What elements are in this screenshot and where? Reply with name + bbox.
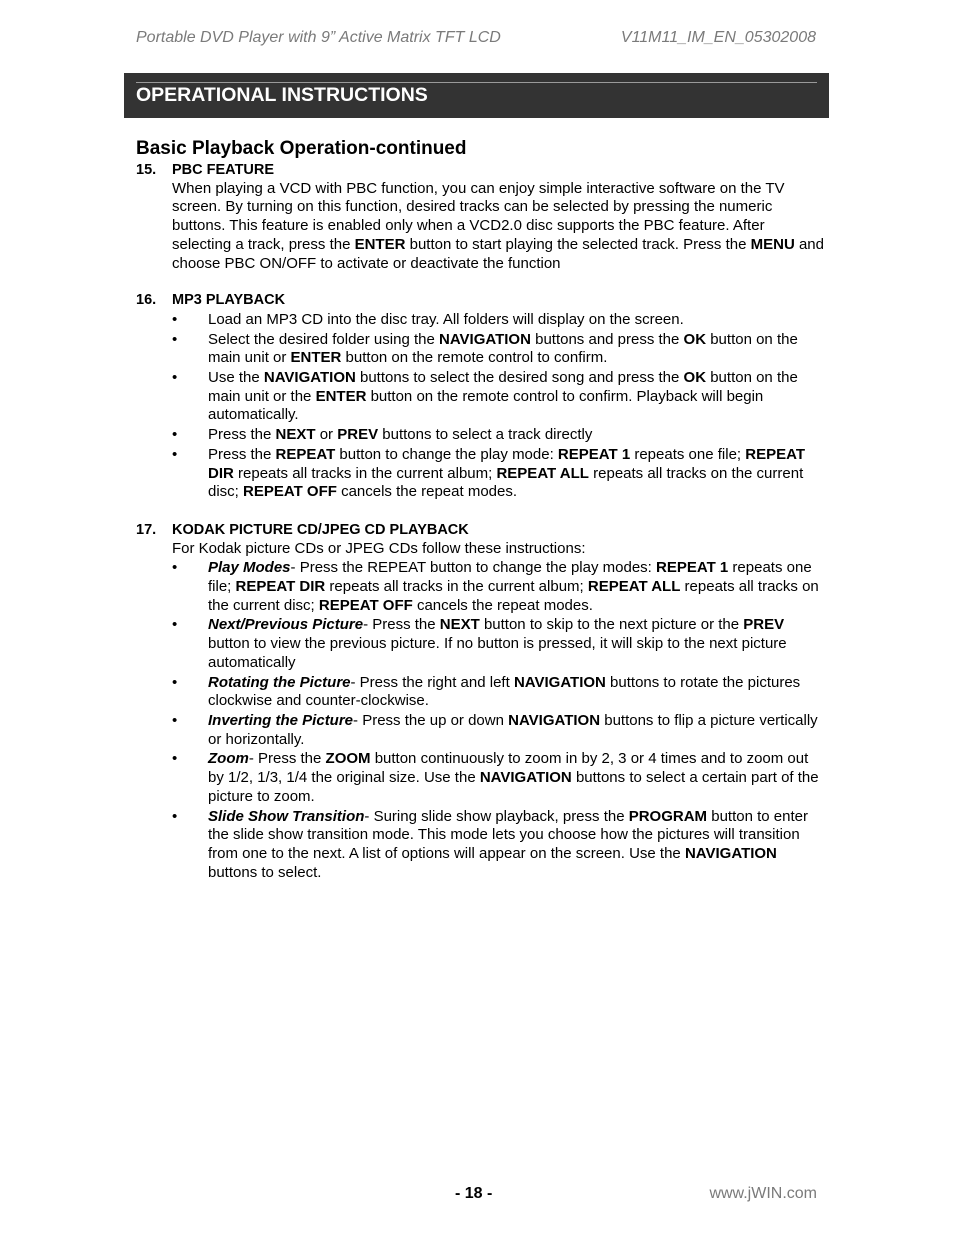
footer-website: www.jWIN.com — [709, 1185, 817, 1202]
body-text: button to change the play mode: — [335, 445, 558, 463]
emphasis-text: REPEAT DIR — [235, 578, 326, 596]
item-label: Zoom — [208, 750, 249, 768]
body-text: For Kodak picture CDs or JPEG CDs follow these instructions: — [172, 539, 586, 557]
body-text: Select the desired folder using the — [208, 330, 439, 348]
item-label: Next/Previous Picture — [208, 616, 364, 634]
body-text: button to view the previous picture. If no button is pressed, it will skip to the next picture automatically — [208, 635, 787, 671]
emphasis-text: REPEAT 1 — [557, 445, 631, 463]
body-text: repeats one file; — [630, 445, 746, 463]
bullet-icon: • — [172, 330, 178, 348]
emphasis-text: NEXT — [439, 616, 480, 634]
body-text: Load an MP3 CD into the disc tray. All folders will display on the screen. — [208, 310, 684, 328]
body-text: button on the main unit or the — [208, 369, 798, 405]
list-item — [136, 311, 826, 330]
emphasis-text: ENTER — [290, 349, 342, 367]
page-heading: Basic Playback Operation-continued — [136, 138, 467, 159]
emphasis-text: ENTER — [354, 235, 406, 253]
body-text: and choose PBC ON/OFF to activate or deactivate the function — [172, 235, 824, 272]
emphasis-text: PROGRAM — [628, 807, 708, 825]
page-content — [136, 137, 826, 883]
body-text: or — [315, 426, 338, 444]
body-text: Press the — [208, 445, 276, 463]
body-text: cancels the repeat modes. — [412, 596, 593, 614]
bullet-icon: • — [172, 807, 178, 825]
bullet-icon: • — [172, 310, 178, 328]
body-text: buttons to flip a picture vertically or horizontally. — [208, 711, 818, 748]
body-text: button on the main unit or — [208, 330, 798, 367]
list-item — [136, 446, 826, 502]
emphasis-text: NAVIGATION — [438, 330, 531, 348]
body-text: button on the remote control to confirm. Playback will begin automatically. — [208, 387, 764, 424]
list-item — [136, 426, 826, 445]
emphasis-text: NEXT — [275, 426, 316, 444]
body-text: buttons to rotate the pictures clockwise and counter-clockwise. — [208, 673, 801, 710]
banner-rule — [136, 82, 817, 83]
emphasis-text: OK — [683, 330, 707, 348]
item-label: Slide Show Transition — [208, 807, 365, 825]
body-text: buttons to select the desired song and press the — [355, 369, 684, 387]
list-item — [136, 808, 826, 883]
item-label: Rotating the Picture — [208, 673, 351, 691]
banner-title: OPERATIONAL INSTRUCTIONS — [136, 84, 428, 106]
emphasis-text: REPEAT — [275, 445, 336, 463]
running-header-docid: V11M11_IM_EN_05302008 — [620, 29, 816, 46]
section-spacer — [136, 503, 826, 521]
body-text: cancels the repeat modes. — [336, 483, 518, 501]
bullet-list — [136, 559, 826, 882]
section-number: 17. — [136, 521, 157, 538]
body-text: - Press the — [248, 750, 326, 768]
bullet-icon: • — [172, 559, 178, 577]
list-item — [136, 674, 826, 711]
section-number: 15. — [136, 162, 157, 178]
section-paragraph — [172, 180, 826, 274]
body-text: button to start playing the selected track. Press the — [405, 235, 751, 253]
body-text: repeats all tracks in the current album; — [233, 464, 497, 482]
emphasis-text: REPEAT ALL — [587, 578, 681, 596]
body-text: Press the — [208, 426, 276, 444]
emphasis-text: OK — [683, 369, 707, 387]
body-text: buttons and press the — [530, 330, 684, 348]
bullet-icon: • — [172, 616, 178, 634]
page-number: - 18 - — [455, 1185, 493, 1202]
bullet-list — [136, 311, 826, 502]
bullet-icon: • — [172, 369, 178, 387]
body-text: - Press the REPEAT button to change the play modes: — [290, 559, 657, 577]
body-text: Use the — [208, 369, 264, 387]
body-text: - Press the — [363, 616, 440, 634]
emphasis-text: MENU — [750, 235, 795, 253]
body-text: - Suring slide show playback, press the — [364, 807, 629, 825]
body-text: buttons to select. — [208, 863, 322, 881]
emphasis-text: REPEAT 1 — [656, 559, 729, 577]
instruction-sections — [136, 161, 826, 882]
section-title-text: PBC FEATURE — [172, 162, 275, 178]
section-title — [136, 521, 826, 540]
emphasis-text: REPEAT DIR — [208, 445, 805, 482]
list-item — [136, 559, 826, 615]
emphasis-text: ENTER — [315, 387, 367, 405]
list-item — [136, 331, 826, 368]
section-title — [136, 291, 826, 310]
item-label: Play Modes — [208, 559, 291, 577]
emphasis-text: NAVIGATION — [263, 369, 356, 387]
emphasis-text: PREV — [337, 426, 379, 444]
body-text: button continuously to zoom in by 2, 3 or 4 times and to zoom out by 1/2, 1/3, 1/4 the original size. Use the — [208, 750, 809, 787]
section-number: 16. — [136, 292, 157, 309]
body-text: buttons to select a certain part of the picture to zoom. — [208, 769, 819, 805]
bullet-icon: • — [172, 673, 178, 691]
body-text: buttons to select a track directly — [378, 426, 593, 444]
emphasis-text: REPEAT OFF — [243, 483, 337, 501]
emphasis-text: ZOOM — [325, 750, 371, 768]
body-text: When playing a VCD with PBC function, you can enjoy simple interactive software on the TV screen. By turning on this function, desired tracks can be selected by pressing the numeric buttons. This feature is enabled only when a VCD2.0 disc supports the PBC feature. After selecting a track, press the — [172, 179, 785, 253]
running-header-title: Portable DVD Player with 9” Active Matrix TFT LCD — [136, 29, 501, 46]
section-spacer — [136, 273, 826, 291]
body-text: repeats all tracks in the current album; — [325, 578, 588, 596]
body-text: repeats all tracks on the current disc; — [208, 578, 819, 614]
body-text: - Press the up or down — [353, 711, 509, 729]
emphasis-text: REPEAT ALL — [496, 464, 589, 482]
body-text: button on the remote control to confirm. — [341, 349, 608, 367]
list-item — [136, 616, 826, 672]
emphasis-text: NAVIGATION — [508, 711, 601, 729]
emphasis-text: PREV — [743, 616, 785, 634]
body-text: button to skip to the next picture or the — [479, 616, 744, 634]
body-text: repeats one file; — [208, 559, 812, 596]
bullet-icon: • — [172, 711, 178, 729]
body-text: repeats all tracks on the current disc; — [208, 464, 804, 501]
item-label: Inverting the Picture — [208, 711, 354, 729]
section-title — [136, 161, 826, 180]
bullet-icon: • — [172, 426, 178, 444]
emphasis-text: NAVIGATION — [684, 844, 777, 862]
bullet-icon: • — [172, 445, 178, 463]
list-item — [136, 712, 826, 749]
body-text: - Press the right and left — [350, 673, 514, 691]
emphasis-text: NAVIGATION — [479, 769, 572, 787]
section-banner — [124, 73, 829, 118]
emphasis-text: REPEAT OFF — [318, 596, 413, 614]
emphasis-text: NAVIGATION — [513, 673, 606, 691]
list-item — [136, 750, 826, 806]
section-title-text: KODAK PICTURE CD/JPEG CD PLAYBACK — [172, 521, 469, 538]
list-item — [136, 369, 826, 425]
body-text: button to enter the slide show transition mode. This mode lets you choose how the pictures will transition from one to the next. A list of options will appear on the screen. Use the — [208, 807, 808, 862]
section-title-text: MP3 PLAYBACK — [172, 292, 286, 309]
bullet-icon: • — [172, 750, 178, 768]
section-paragraph — [172, 540, 826, 559]
